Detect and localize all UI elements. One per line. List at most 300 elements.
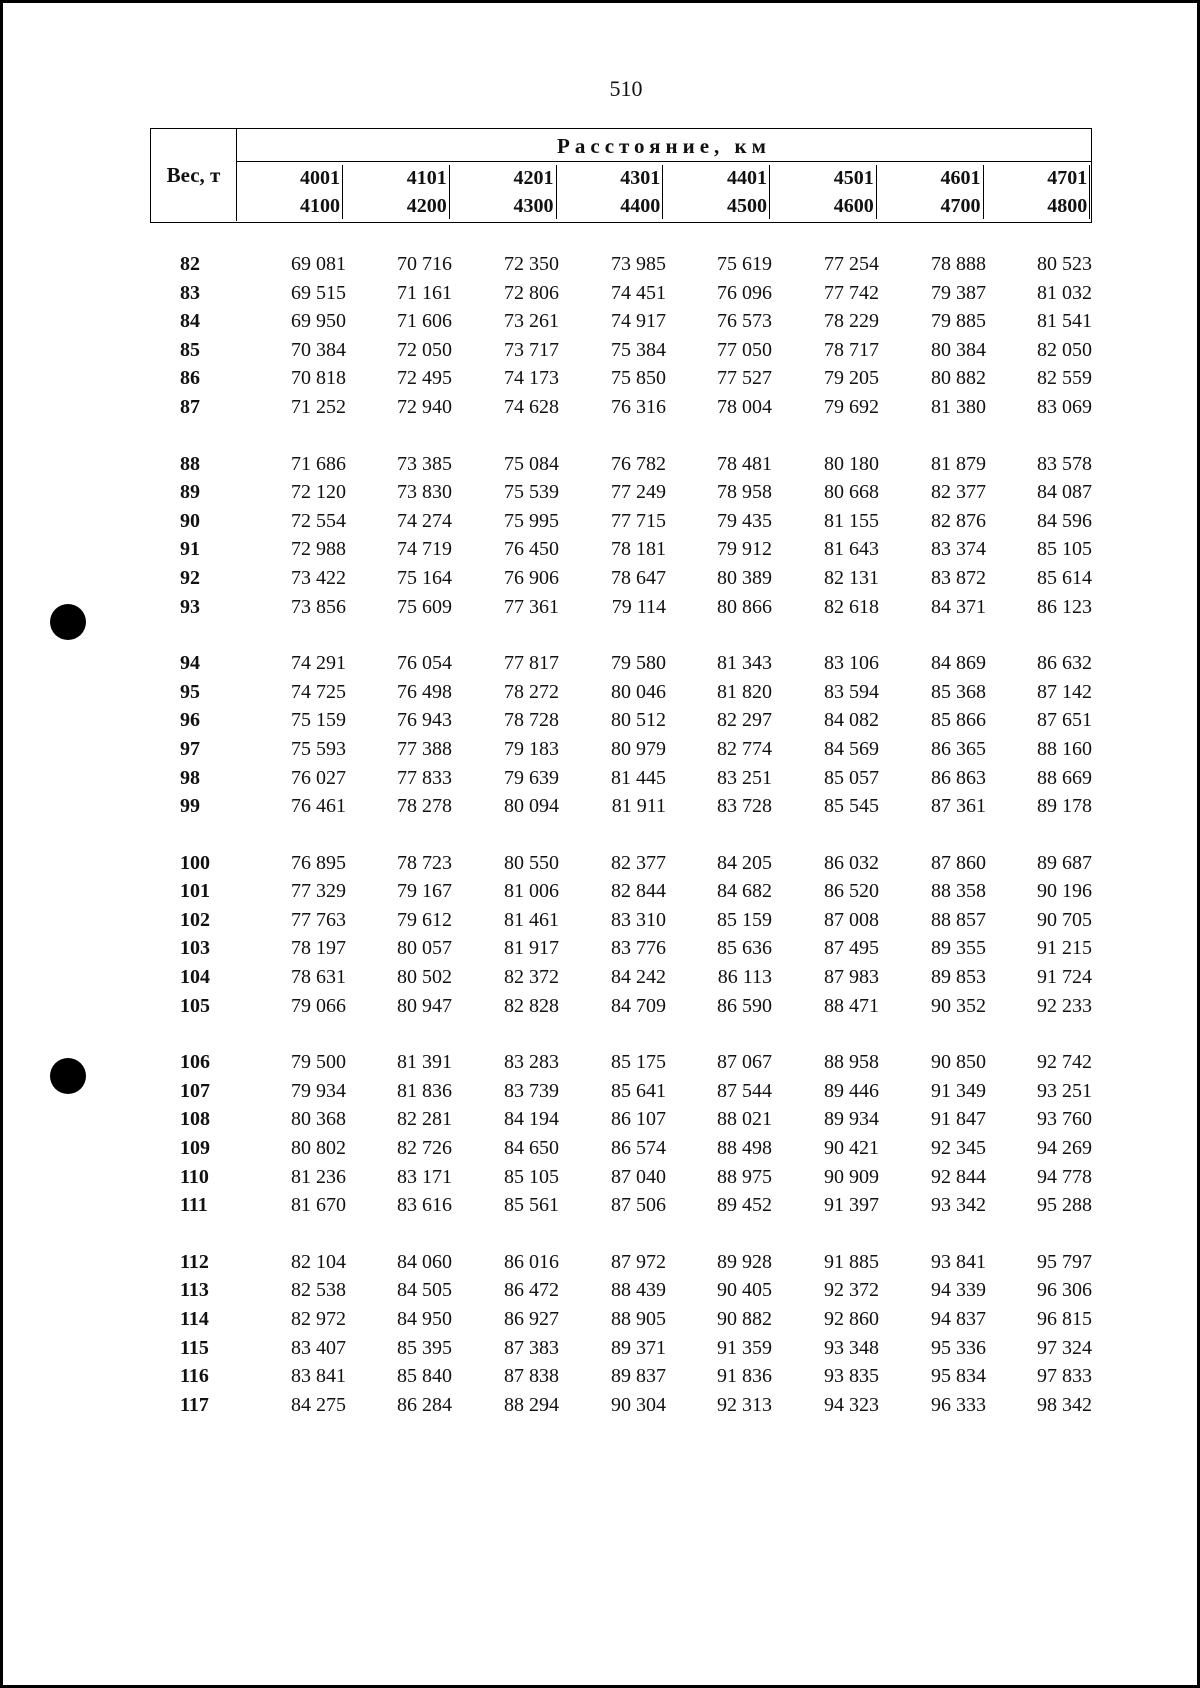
rate-cell: 79 387 [931, 281, 986, 304]
rate-cell: 90 705 [1037, 908, 1092, 931]
rate-cell: 75 619 [717, 253, 772, 275]
rate-cell: 81 236 [291, 1165, 346, 1188]
rate-cell: 81 670 [291, 1194, 346, 1217]
rate-cell: 84 650 [504, 1137, 559, 1160]
rate-cell: 84 205 [717, 851, 772, 874]
rate-cell: 84 275 [291, 1393, 346, 1416]
weight-cell: 96 [180, 709, 200, 732]
rate-cell: 83 841 [291, 1365, 346, 1388]
rate-cell: 69 081 [291, 253, 346, 275]
rate-cell: 91 724 [1037, 966, 1092, 989]
rate-cell: 80 668 [824, 481, 879, 504]
table-row [150, 1391, 1092, 1420]
rate-cell: 80 882 [931, 367, 986, 390]
rate-cell: 92 742 [1037, 1051, 1092, 1074]
rate-cell: 75 995 [504, 509, 559, 532]
table-row [150, 535, 1092, 564]
distance-range-header [878, 163, 984, 221]
rate-cell: 84 569 [824, 737, 879, 760]
rate-cell: 88 905 [611, 1308, 666, 1330]
rate-cell: 75 384 [611, 338, 666, 361]
rate-cell: 82 131 [824, 566, 879, 589]
range-from: 4501 [834, 165, 877, 193]
rate-cell: 74 173 [504, 367, 559, 390]
rate-cell: 90 405 [717, 1279, 772, 1302]
rate-cell: 96 306 [1037, 1279, 1092, 1302]
table-row [150, 364, 1092, 393]
distance-ranges [237, 163, 1091, 221]
distance-range-header [451, 163, 557, 221]
rate-cell: 91 359 [717, 1336, 772, 1359]
rate-cell: 82 828 [504, 994, 559, 1017]
distance-range-header [557, 163, 663, 221]
row-group [150, 1248, 1092, 1420]
row-group [150, 1048, 1092, 1220]
rate-cell: 80 057 [397, 937, 452, 960]
rate-cell: 86 113 [717, 966, 772, 989]
rate-cell: 94 339 [931, 1279, 986, 1302]
rate-cell: 77 715 [611, 509, 666, 532]
rate-cell: 72 050 [397, 338, 452, 361]
weight-cell: 85 [180, 338, 200, 361]
rate-cell: 85 105 [1037, 538, 1092, 561]
rate-cell: 97 833 [1037, 1365, 1092, 1388]
rate-cell: 91 885 [824, 1250, 879, 1273]
rate-cell: 78 631 [291, 966, 346, 989]
rate-cell: 82 726 [397, 1137, 452, 1160]
rate-cell: 82 297 [717, 709, 772, 732]
rate-cell: 85 840 [397, 1365, 452, 1388]
weight-cell: 101 [180, 880, 210, 903]
rate-cell: 81 820 [717, 680, 772, 703]
rate-cell: 78 728 [504, 709, 559, 732]
rate-cell: 74 719 [397, 538, 452, 561]
rate-cell: 89 446 [824, 1079, 879, 1102]
rate-cell: 83 407 [291, 1336, 346, 1359]
rate-cell: 74 725 [291, 680, 346, 703]
rate-cell: 82 559 [1037, 367, 1092, 390]
rate-cell: 87 838 [504, 1365, 559, 1388]
weight-cell: 102 [180, 908, 210, 931]
rate-cell: 83 578 [1037, 452, 1092, 475]
rate-cell: 86 472 [504, 1279, 559, 1302]
rate-cell: 81 917 [504, 937, 559, 960]
rate-cell: 83 616 [397, 1194, 452, 1217]
rate-cell: 86 590 [717, 994, 772, 1017]
table-row [150, 992, 1092, 1021]
rate-cell: 87 383 [504, 1336, 559, 1359]
rate-cell: 75 539 [504, 481, 559, 504]
rate-cell: 76 895 [291, 851, 346, 874]
rate-cell: 77 050 [717, 338, 772, 361]
rate-cell: 87 983 [824, 966, 879, 989]
rate-table-body [150, 250, 1092, 1447]
weight-cell: 90 [180, 509, 200, 532]
rate-cell: 96 333 [931, 1393, 986, 1416]
table-row [150, 1134, 1092, 1163]
rate-cell: 83 171 [397, 1165, 452, 1188]
rate-cell: 78 181 [611, 538, 666, 561]
rate-cell: 77 329 [291, 880, 346, 903]
rate-cell: 85 561 [504, 1194, 559, 1217]
range-to: 4300 [514, 193, 557, 219]
weight-cell: 100 [180, 851, 210, 874]
rate-cell: 87 506 [611, 1194, 666, 1217]
rate-cell: 78 278 [397, 795, 452, 818]
rate-cell: 77 254 [824, 253, 879, 275]
rate-cell: 79 167 [397, 880, 452, 903]
rate-cell: 93 342 [931, 1194, 986, 1217]
rate-cell: 83 374 [931, 538, 986, 561]
rate-cell: 76 450 [504, 538, 559, 561]
page-number: 510 [609, 76, 643, 101]
table-row [150, 706, 1092, 735]
weight-cell: 116 [180, 1365, 209, 1388]
weight-column-header: Вес, т [151, 129, 237, 221]
rate-cell: 79 183 [504, 737, 559, 760]
table-row [150, 1048, 1092, 1077]
table-row [150, 849, 1092, 878]
rate-cell: 88 358 [931, 880, 986, 903]
rate-cell: 84 194 [504, 1108, 559, 1131]
rate-cell: 87 972 [611, 1250, 666, 1273]
weight-cell: 89 [180, 481, 200, 504]
rate-cell: 84 060 [397, 1250, 452, 1273]
rate-cell: 72 120 [291, 481, 346, 504]
row-group [150, 849, 1092, 1021]
rate-cell: 95 288 [1037, 1194, 1092, 1217]
range-from: 4701 [1047, 165, 1090, 193]
rate-cell: 81 643 [824, 538, 879, 561]
rate-cell: 88 439 [611, 1279, 666, 1302]
rate-cell: 86 520 [824, 880, 879, 903]
rate-cell: 82 372 [504, 966, 559, 989]
rate-cell: 80 389 [717, 566, 772, 589]
rate-cell: 86 032 [824, 851, 879, 874]
rate-cell: 72 554 [291, 509, 346, 532]
rate-cell: 82 618 [824, 595, 879, 618]
table-row [150, 906, 1092, 935]
rate-cell: 84 505 [397, 1279, 452, 1302]
rate-cell: 80 384 [931, 338, 986, 361]
rate-cell: 93 760 [1037, 1108, 1092, 1131]
rate-cell: 79 692 [824, 395, 879, 418]
rate-cell: 73 261 [504, 310, 559, 333]
rate-cell: 94 269 [1037, 1137, 1092, 1160]
rate-cell: 89 934 [824, 1108, 879, 1131]
rate-cell: 80 550 [504, 851, 559, 874]
rate-cell: 84 596 [1037, 509, 1092, 532]
weight-cell: 82 [180, 253, 200, 275]
distance-range-header [237, 163, 343, 221]
rate-cell: 79 912 [717, 538, 772, 561]
table-row [150, 963, 1092, 992]
rate-cell: 87 142 [1037, 680, 1092, 703]
rate-cell: 91 349 [931, 1079, 986, 1102]
rate-cell: 92 345 [931, 1137, 986, 1160]
weight-cell: 115 [180, 1336, 209, 1359]
rate-cell: 89 837 [611, 1365, 666, 1388]
rate-cell: 76 782 [611, 452, 666, 475]
rate-cell: 76 096 [717, 281, 772, 304]
rate-cell: 87 651 [1037, 709, 1092, 732]
rate-cell: 94 323 [824, 1393, 879, 1416]
rate-cell: 90 421 [824, 1137, 879, 1160]
rate-cell: 91 836 [717, 1365, 772, 1388]
rate-cell: 87 067 [717, 1051, 772, 1074]
rate-cell: 85 614 [1037, 566, 1092, 589]
rate-cell: 82 844 [611, 880, 666, 903]
rate-cell: 78 647 [611, 566, 666, 589]
rate-cell: 74 628 [504, 395, 559, 418]
rate-cell: 81 006 [504, 880, 559, 903]
rate-cell: 74 451 [611, 281, 666, 304]
rate-cell: 77 388 [397, 737, 452, 760]
distance-range-header [344, 163, 450, 221]
rate-cell: 73 422 [291, 566, 346, 589]
table-row [150, 507, 1092, 536]
rate-cell: 76 054 [397, 652, 452, 675]
rate-cell: 73 856 [291, 595, 346, 618]
rate-cell: 70 384 [291, 338, 346, 361]
rate-cell: 78 004 [717, 395, 772, 418]
rate-cell: 80 979 [611, 737, 666, 760]
rate-cell: 85 057 [824, 766, 879, 789]
weight-cell: 95 [180, 680, 200, 703]
weight-cell: 111 [180, 1194, 208, 1217]
weight-cell: 98 [180, 766, 200, 789]
table-row [150, 564, 1092, 593]
rate-cell: 78 958 [717, 481, 772, 504]
rate-cell: 75 593 [291, 737, 346, 760]
punch-hole-mark [50, 1058, 86, 1094]
rate-cell: 79 500 [291, 1051, 346, 1074]
rate-cell: 81 836 [397, 1079, 452, 1102]
distance-range-header [984, 163, 1090, 221]
rate-cell: 83 728 [717, 795, 772, 818]
rate-cell: 78 481 [717, 452, 772, 475]
rate-cell: 88 857 [931, 908, 986, 931]
rate-cell: 84 087 [1037, 481, 1092, 504]
rate-cell: 87 040 [611, 1165, 666, 1188]
rate-cell: 82 876 [931, 509, 986, 532]
rate-cell: 82 281 [397, 1108, 452, 1131]
range-to: 4100 [300, 193, 343, 219]
weight-cell: 113 [180, 1279, 209, 1302]
punch-hole-mark [50, 604, 86, 640]
rate-cell: 88 160 [1037, 737, 1092, 760]
rate-cell: 87 495 [824, 937, 879, 960]
weight-cell: 108 [180, 1108, 210, 1131]
rate-cell: 76 498 [397, 680, 452, 703]
rate-cell: 83 106 [824, 652, 879, 675]
rate-cell: 86 107 [611, 1108, 666, 1131]
rate-cell: 75 850 [611, 367, 666, 390]
rate-cell: 80 046 [611, 680, 666, 703]
range-to: 4500 [727, 193, 770, 219]
rate-cell: 87 008 [824, 908, 879, 931]
rate-cell: 73 830 [397, 481, 452, 504]
rate-cell: 77 742 [824, 281, 879, 304]
rate-cell: 79 612 [397, 908, 452, 931]
rate-cell: 75 159 [291, 709, 346, 732]
rate-cell: 76 461 [291, 795, 346, 818]
rate-cell: 90 850 [931, 1051, 986, 1074]
rate-cell: 70 818 [291, 367, 346, 390]
rate-cell: 89 687 [1037, 851, 1092, 874]
rate-cell: 69 515 [291, 281, 346, 304]
rate-cell: 77 361 [504, 595, 559, 618]
rate-cell: 77 833 [397, 766, 452, 789]
rate-cell: 87 544 [717, 1079, 772, 1102]
rate-cell: 78 717 [824, 338, 879, 361]
rate-cell: 86 574 [611, 1137, 666, 1160]
weight-cell: 86 [180, 367, 200, 390]
table-row [150, 1191, 1092, 1220]
rate-cell: 92 313 [717, 1393, 772, 1416]
rate-cell: 85 175 [611, 1051, 666, 1074]
table-row [150, 307, 1092, 336]
rate-cell: 74 274 [397, 509, 452, 532]
rate-cell: 85 395 [397, 1336, 452, 1359]
range-from: 4401 [727, 165, 770, 193]
rate-cell: 79 885 [931, 310, 986, 333]
rate-cell: 92 372 [824, 1279, 879, 1302]
rate-cell: 73 985 [611, 253, 666, 275]
rate-cell: 72 806 [504, 281, 559, 304]
rate-cell: 77 527 [717, 367, 772, 390]
rate-cell: 79 934 [291, 1079, 346, 1102]
table-row [150, 593, 1092, 622]
table-row [150, 1362, 1092, 1391]
rate-cell: 79 639 [504, 766, 559, 789]
weight-cell: 99 [180, 795, 200, 818]
rate-cell: 83 776 [611, 937, 666, 960]
rate-cell: 80 802 [291, 1137, 346, 1160]
rate-cell: 92 860 [824, 1308, 879, 1330]
rate-cell: 81 879 [931, 452, 986, 475]
table-row [150, 678, 1092, 707]
table-row [150, 478, 1092, 507]
rate-cell: 79 114 [611, 595, 666, 618]
range-from: 4301 [620, 165, 663, 193]
rate-cell: 79 580 [611, 652, 666, 675]
rate-cell: 81 032 [1037, 281, 1092, 304]
rate-cell: 71 161 [397, 281, 452, 304]
rate-cell: 74 291 [291, 652, 346, 675]
rate-cell: 83 283 [504, 1051, 559, 1074]
rate-cell: 91 215 [1037, 937, 1092, 960]
rate-cell: 83 251 [717, 766, 772, 789]
rate-cell: 75 084 [504, 452, 559, 475]
rate-cell: 80 368 [291, 1108, 346, 1131]
rate-cell: 81 155 [824, 509, 879, 532]
rate-cell: 90 909 [824, 1165, 879, 1188]
rate-cell: 77 763 [291, 908, 346, 931]
rate-cell: 80 523 [1037, 253, 1092, 275]
weight-cell: 104 [180, 966, 210, 989]
rate-cell: 79 435 [717, 509, 772, 532]
rate-cell: 97 324 [1037, 1336, 1092, 1359]
rate-cell: 82 377 [931, 481, 986, 504]
rate-cell: 77 249 [611, 481, 666, 504]
rate-cell: 88 294 [504, 1393, 559, 1416]
rate-cell: 85 159 [717, 908, 772, 931]
rate-cell: 84 682 [717, 880, 772, 903]
rate-cell: 80 947 [397, 994, 452, 1017]
rate-cell: 81 911 [611, 795, 666, 818]
rate-cell: 86 365 [931, 737, 986, 760]
rate-cell: 86 284 [397, 1393, 452, 1416]
rate-cell: 77 817 [504, 652, 559, 675]
weight-cell: 92 [180, 566, 200, 589]
rate-cell: 71 686 [291, 452, 346, 475]
rate-cell: 84 371 [931, 595, 986, 618]
rate-cell: 79 205 [824, 367, 879, 390]
rate-cell: 84 950 [397, 1308, 452, 1330]
rate-cell: 91 397 [824, 1194, 879, 1217]
rate-cell: 76 316 [611, 395, 666, 418]
weight-cell: 107 [180, 1079, 210, 1102]
rate-cell: 90 196 [1037, 880, 1092, 903]
table-row [150, 336, 1092, 365]
rate-cell: 86 927 [504, 1308, 559, 1330]
weight-cell: 94 [180, 652, 200, 675]
weight-cell: 117 [180, 1393, 209, 1416]
rate-cell: 85 636 [717, 937, 772, 960]
rate-cell: 78 229 [824, 310, 879, 333]
rate-cell: 76 906 [504, 566, 559, 589]
rate-cell: 85 105 [504, 1165, 559, 1188]
rate-cell: 80 180 [824, 452, 879, 475]
range-from: 4001 [300, 165, 343, 193]
rate-cell: 70 716 [397, 253, 452, 275]
rate-cell: 80 512 [611, 709, 666, 732]
range-to: 4400 [620, 193, 663, 219]
rate-cell: 78 888 [931, 253, 986, 275]
table-row [150, 649, 1092, 678]
rate-cell: 79 066 [291, 994, 346, 1017]
rate-cell: 82 538 [291, 1279, 346, 1302]
rate-cell: 87 361 [931, 795, 986, 818]
rate-cell: 75 609 [397, 595, 452, 618]
rate-cell: 90 352 [931, 994, 986, 1017]
rate-cell: 76 943 [397, 709, 452, 732]
rate-cell: 75 164 [397, 566, 452, 589]
rate-cell: 93 251 [1037, 1079, 1092, 1102]
range-to: 4800 [1047, 193, 1090, 219]
rate-cell: 81 461 [504, 908, 559, 931]
rate-cell: 88 958 [824, 1051, 879, 1074]
rate-cell: 69 950 [291, 310, 346, 333]
rate-cell: 78 723 [397, 851, 452, 874]
rate-cell: 89 371 [611, 1336, 666, 1359]
table-row [150, 1248, 1092, 1277]
table-row [150, 792, 1092, 821]
rate-cell: 76 027 [291, 766, 346, 789]
rate-cell: 89 452 [717, 1194, 772, 1217]
rate-cell: 83 310 [611, 908, 666, 931]
weight-cell: 103 [180, 937, 210, 960]
table-row [150, 735, 1092, 764]
table-row [150, 764, 1092, 793]
rate-cell: 83 872 [931, 566, 986, 589]
table-row [150, 1305, 1092, 1334]
rate-cell: 76 573 [717, 310, 772, 333]
rate-cell: 83 069 [1037, 395, 1092, 418]
rate-cell: 84 869 [931, 652, 986, 675]
table-row [150, 1105, 1092, 1134]
